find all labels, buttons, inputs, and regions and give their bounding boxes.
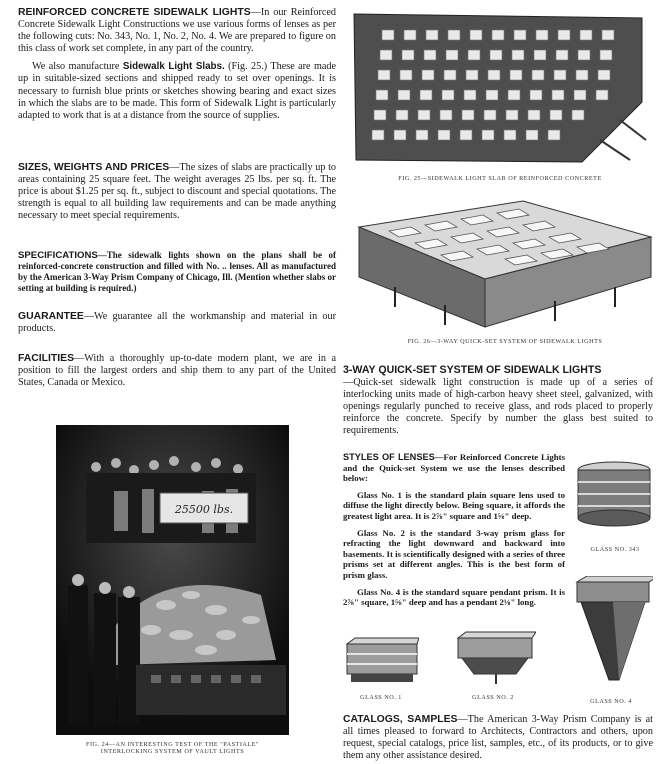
facilities-section <box>18 353 336 389</box>
sizes-section <box>18 162 336 222</box>
glass-1-label: GLASS NO. 1 <box>360 694 402 701</box>
glass4-description: Glass No. 4 is the standard square pendant prism. It is 2⅞" square, 1⅝" deep and has a pendant 2⅛" long. <box>343 586 565 608</box>
glass-1-illustration <box>345 636 419 686</box>
quickset-heading: 3-WAY QUICK-SET SYSTEM OF SIDEWALK LIGHTS <box>343 364 602 376</box>
guarantee-text: —We guarantee all the workmanship and material in our products. <box>18 311 336 335</box>
facilities-heading: FACILITIES <box>18 353 74 364</box>
fig25-slab-illustration <box>350 10 650 170</box>
fig24-caption <box>56 741 289 755</box>
quickset-section <box>343 364 653 437</box>
slabs-text-c: (Fig. 25.) These are made up in suitable-sized sections and shipped ready to set over openings. It is necessary to furnish blue prints or sketches showing bearing and exact sizes in which the slabs are to be made. This form of Sidewalk Light is particularly adapted to work that is at a distance from the source of supplies. <box>18 61 337 121</box>
guarantee-heading: GUARANTEE <box>18 311 84 322</box>
glass-343-label: GLASS NO. 343 <box>590 546 640 553</box>
glass-343-illustration <box>574 460 654 530</box>
fig24-caption-line1: FIG. 24—AN INTERESTING TEST OF THE "PASTIALE" <box>86 741 259 748</box>
styles-heading: STYLES OF LENSES <box>343 452 435 462</box>
fig24-caption-line2: INTERLOCKING SYSTEM OF VAULT LIGHTS <box>100 748 245 755</box>
slabs-bold: Sidewalk Light Slabs. <box>122 61 225 73</box>
glass-2-label: GLASS NO. 2 <box>472 694 514 701</box>
catalogs-heading: CATALOGS, SAMPLES <box>343 714 458 725</box>
specifications-text: —The sidewalk lights shown on the plans shall be of reinforced-concrete construction and filled with No. .. lenses. All as manufactured by the American 3-Way Prism Company of Chicago, Ill. (Mention whether slabs or setting at building is required.) <box>18 250 336 293</box>
glass2-description: Glass No. 2 is the standard 3-way prism glass for refracting the light downward and backward into basements. It is scientifically designed with a series of three prisms set at different angles. This is the best form of prism glass. <box>343 527 565 580</box>
fig26-quickset-illustration <box>355 197 655 335</box>
guarantee-section <box>18 311 336 335</box>
reinforced-section <box>18 7 336 122</box>
glass-4-illustration <box>573 576 653 686</box>
reinforced-heading: REINFORCED CONCRETE SIDEWALK LIGHTS <box>18 7 251 18</box>
catalogs-text: —The American 3-Way Prism Company is at all times pleased to forward to Architects, Contractors and others, upon request, special catalogs, price list, samples, etc., of its products, or to give them any other assistance desired. <box>343 714 653 762</box>
quickset-text: —Quick-set sidewalk light construction is made up of a series of interlocking units made of high-carbon heavy sheet steel, galvanized, with openings regularly punched to receive glass, and rods placed to properly reinforce the concrete. Specify by number the glass best suited to requirements. <box>343 377 653 437</box>
glass-2-illustration <box>456 630 536 686</box>
specifications-section <box>18 250 336 294</box>
fig24-sign: 25500 lbs. <box>174 503 234 516</box>
reinforced-text: —In our Reinforced Concrete Sidewalk Light Constructions we use various forms of lenses as per the following cuts: No. 343, No. 1, No. 2, No. 4. We are prepared to figure on this class of work set complete, in any part of the country. <box>18 7 336 55</box>
glass1-description: Glass No. 1 is the standard plain square lens used to diffuse the light directly below. Being square, it affords the greatest light area. It is 2⅞" square and 1⅝" deep. <box>343 489 565 521</box>
styles-section <box>343 452 565 608</box>
fig25-caption: FIG. 25—SIDEWALK LIGHT SLAB OF REINFORCED CONCRETE <box>398 175 602 182</box>
styles-intro: —For Reinforced Concrete Lights and the Quick-set System we use the lenses described below: <box>343 452 565 484</box>
fig26-caption: FIG. 26—3-WAY QUICK-SET SYSTEM OF SIDEWALK LIGHTS <box>407 338 603 345</box>
sizes-text: —The sizes of slabs are practically up to areas containing 25 square feet. The weight averages 25 lbs. per sq. ft. The price is about $1.25 per sq. ft., subject to discount and special quotations. The strength is equal to all building law requirements and can be made anything necessary to meet special requirements. <box>18 162 337 222</box>
fig24-photo <box>56 425 289 735</box>
sizes-heading: SIZES, WEIGHTS AND PRICES <box>18 162 170 173</box>
slabs-text-a: We also manufacture <box>32 61 123 73</box>
catalogs-section <box>343 714 653 762</box>
facilities-text: —With a thoroughly up-to-date modern plant, we are in a position to fill the largest orders and ship them to any part of the United States, Canada or Mexico. <box>18 353 336 389</box>
glass-4-label: GLASS NO. 4 <box>590 698 632 705</box>
specifications-heading: SPECIFICATIONS <box>18 250 98 261</box>
